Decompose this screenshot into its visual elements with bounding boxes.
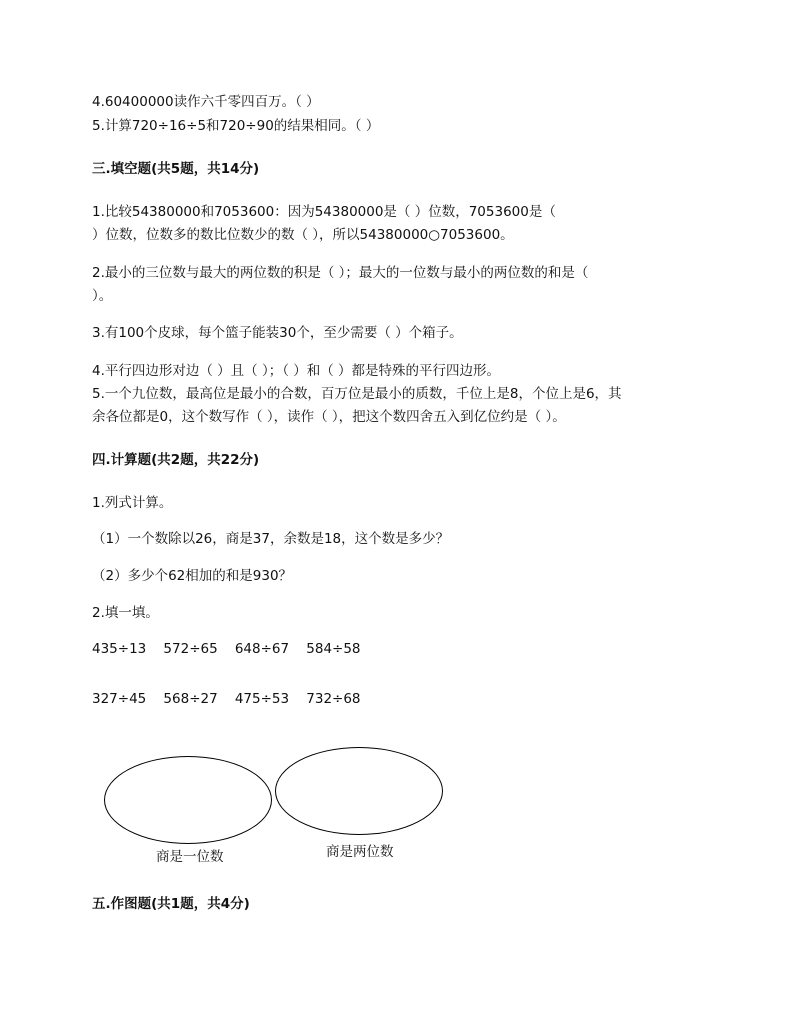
division-row-1: 435÷13 572÷65 648÷67 584÷58: [92, 641, 361, 657]
fill-q1-line1: 1.比较54380000和7053600：因为54380000是（ ）位数，7053600是（: [92, 204, 556, 220]
judge-q4: 4.60400000读作六千零四百万。（ ）: [92, 94, 320, 110]
section3-title: 三.填空题(共5题，共14分): [92, 161, 260, 177]
fill-q2-line2: ）。: [92, 288, 113, 304]
calc-q2: 2.填一填。: [92, 605, 159, 621]
division-row-2: 327÷45 568÷27 475÷53 732÷68: [92, 691, 361, 707]
fill-q1-line2: ）位数，位数多的数比位数少的数（ ），所以54380000○7053600。: [92, 227, 514, 243]
fill-q5-line2: 余各位都是0，这个数写作（ ），读作（ ），把这个数四舍五入到亿位约是（ ）。: [92, 409, 566, 425]
fill-q5-line1: 5.一个九位数，最高位是最小的合数，百万位是最小的质数，千位上是8，个位上是6，其: [92, 386, 622, 402]
calc-q1-sub2: （2）多少个62相加的和是930？: [92, 568, 293, 584]
fill-q2-line1: 2.最小的三位数与最大的两位数的积是（ ）；最大的一位数与最小的两位数的和是（: [92, 265, 589, 281]
left-ellipse-label: 商是一位数: [156, 849, 224, 865]
right-ellipse: [275, 747, 443, 835]
fill-q4: 4.平行四边形对边（ ）且（ ）；（ ）和（ ）都是特殊的平行四边形。: [92, 363, 501, 379]
section5-title: 五.作图题(共1题，共4分): [92, 896, 250, 912]
calc-q1: 1.列式计算。: [92, 495, 173, 511]
right-ellipse-label: 商是两位数: [326, 844, 394, 860]
fill-q3: 3.有100个皮球，每个篮子能装30个，至少需要（ ）个箱子。: [92, 325, 463, 341]
left-ellipse: [104, 756, 272, 844]
calc-q1-sub1: （1）一个数除以26，商是37，余数是18，这个数是多少？: [92, 531, 450, 547]
judge-q5: 5.计算720÷16÷5和720÷90的结果相同。（ ）: [92, 118, 380, 134]
section4-title: 四.计算题(共2题，共22分): [92, 452, 260, 468]
